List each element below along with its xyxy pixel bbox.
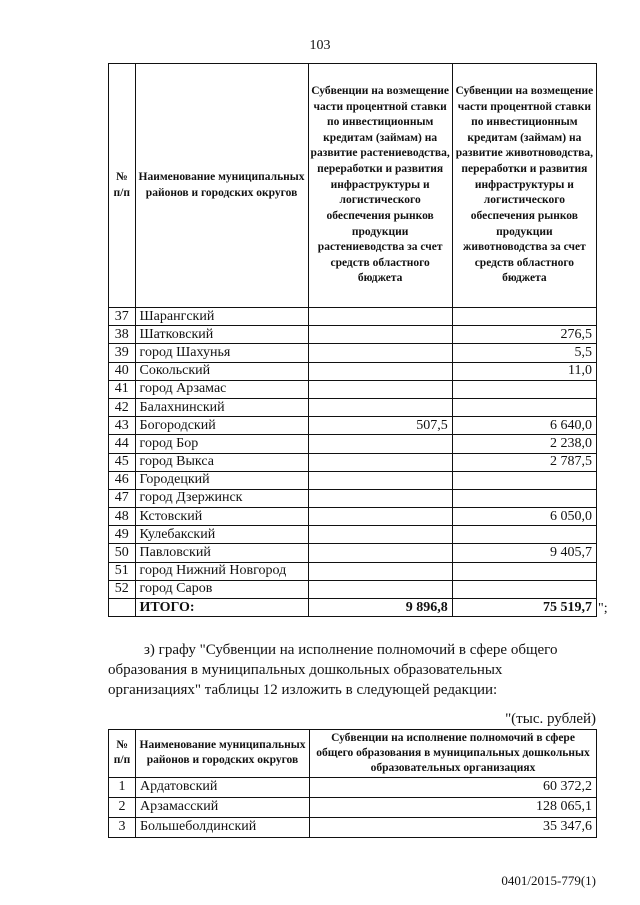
closing-quote: "; [598, 601, 608, 616]
total-livestock-value: 75 519,7 [452, 599, 596, 617]
total-crop-value: 9 896,8 [308, 599, 452, 617]
table-row [109, 562, 597, 580]
row-number: 50 [109, 544, 136, 562]
livestock-subsidy-value [452, 308, 596, 326]
table-row [109, 526, 597, 544]
table-row [109, 471, 597, 489]
municipality-name: Шарангский [135, 308, 308, 326]
municipality-name: Павловский [135, 544, 308, 562]
municipality-name: Сокольский [135, 362, 308, 380]
total-label: ИТОГО: [135, 599, 308, 617]
row-number: 3 [109, 817, 136, 837]
municipality-name: Балахнинский [135, 398, 308, 416]
row-number: 43 [109, 417, 136, 435]
subsidy-table-preschool [108, 729, 597, 838]
crop-subsidy-value [308, 580, 452, 598]
livestock-subsidy-value [452, 562, 596, 580]
table-row [109, 489, 597, 507]
table-row [109, 777, 597, 797]
municipality-name: город Арзамас [135, 380, 308, 398]
page-number: 103 [309, 38, 331, 53]
crop-subsidy-value [308, 344, 452, 362]
header-number: № п/п [109, 64, 136, 308]
row-number: 2 [109, 797, 136, 817]
paragraph-line: организациях" таблицы 12 изложить в следующей редакции: [108, 682, 498, 698]
table-row [109, 435, 597, 453]
crop-subsidy-value [308, 471, 452, 489]
table-row [109, 344, 597, 362]
total-row [109, 599, 597, 617]
livestock-subsidy-value: 2 787,5 [452, 453, 596, 471]
row-number: 49 [109, 526, 136, 544]
row-number: 44 [109, 435, 136, 453]
table-row [109, 362, 597, 380]
municipality-name: Ардатовский [136, 777, 310, 797]
municipality-name: город Бор [135, 435, 308, 453]
table-row [109, 308, 597, 326]
livestock-subsidy-value [452, 489, 596, 507]
livestock-subsidy-value [452, 380, 596, 398]
preschool-subsidy-value: 35 347,6 [310, 817, 597, 837]
crop-subsidy-value [308, 308, 452, 326]
preschool-subsidy-value: 128 065,1 [310, 797, 597, 817]
municipality-name: Кулебакский [135, 526, 308, 544]
municipality-name: Шатковский [135, 326, 308, 344]
document-code: 0401/2015-779(1) [501, 873, 596, 888]
table-row [109, 817, 597, 837]
crop-subsidy-value [308, 362, 452, 380]
table-row [109, 580, 597, 598]
amendment-paragraph [108, 640, 596, 700]
livestock-subsidy-value: 9 405,7 [452, 544, 596, 562]
header-municipality: Наименование муниципальных районов и городских округов [136, 730, 310, 778]
row-number: 52 [109, 580, 136, 598]
row-number: 42 [109, 398, 136, 416]
livestock-subsidy-value: 276,5 [452, 326, 596, 344]
table-row [109, 453, 597, 471]
row-number: 47 [109, 489, 136, 507]
livestock-subsidy-value: 6 050,0 [452, 508, 596, 526]
row-number: 37 [109, 308, 136, 326]
row-number: 45 [109, 453, 136, 471]
unit-note: "(тыс. рублей) [505, 711, 596, 727]
table-header-row [109, 64, 597, 308]
livestock-subsidy-value: 2 238,0 [452, 435, 596, 453]
table-row [109, 398, 597, 416]
livestock-subsidy-value: 11,0 [452, 362, 596, 380]
paragraph-line: з) графу "Субвенции на исполнение полномочий в сфере общего [144, 642, 558, 658]
row-number: 1 [109, 777, 136, 797]
paragraph-line: образования в муниципальных дошкольных образовательных [108, 662, 503, 678]
subsidy-table-agriculture [108, 63, 597, 617]
row-number: 40 [109, 362, 136, 380]
crop-subsidy-value [308, 435, 452, 453]
row-number: 51 [109, 562, 136, 580]
preschool-subsidy-value: 60 372,2 [310, 777, 597, 797]
crop-subsidy-value [308, 508, 452, 526]
livestock-subsidy-value: 5,5 [452, 344, 596, 362]
municipality-name: Богородский [135, 417, 308, 435]
table-row [109, 380, 597, 398]
municipality-name: Большеболдинский [136, 817, 310, 837]
table-header-row [109, 730, 597, 778]
crop-subsidy-value [308, 526, 452, 544]
livestock-subsidy-value [452, 398, 596, 416]
crop-subsidy-value [308, 562, 452, 580]
row-number: 46 [109, 471, 136, 489]
crop-subsidy-value [308, 398, 452, 416]
table-row [109, 797, 597, 817]
header-crop-subsidy: Субвенции на возмещение части процентной ставки по инвестиционным кредитам (займам) на развитие растениеводства, переработки и развития инфраструктуры и логистического обеспечения рынков продукции растениеводства за счет средств областного бюджета [308, 64, 452, 308]
livestock-subsidy-value [452, 580, 596, 598]
total-number-cell [109, 599, 136, 617]
table-row [109, 326, 597, 344]
municipality-name: Городецкий [135, 471, 308, 489]
crop-subsidy-value [308, 544, 452, 562]
municipality-name: город Выкса [135, 453, 308, 471]
livestock-subsidy-value [452, 471, 596, 489]
municipality-name: город Шахунья [135, 344, 308, 362]
livestock-subsidy-value [452, 526, 596, 544]
row-number: 38 [109, 326, 136, 344]
header-livestock-subsidy: Субвенции на возмещение части процентной ставки по инвестиционным кредитам (займам) на развитие животноводства, переработки и развития инфраструктуры и логистического обеспечения рынков продукции животноводства за счет средств областного бюджета [452, 64, 596, 308]
table-row [109, 417, 597, 435]
table-row [109, 544, 597, 562]
livestock-subsidy-value: 6 640,0 [452, 417, 596, 435]
row-number: 39 [109, 344, 136, 362]
municipality-name: город Дзержинск [135, 489, 308, 507]
municipality-name: город Саров [135, 580, 308, 598]
header-municipality: Наименование муниципальных районов и городских округов [135, 64, 308, 308]
crop-subsidy-value [308, 326, 452, 344]
municipality-name: город Нижний Новгород [135, 562, 308, 580]
municipality-name: Кстовский [135, 508, 308, 526]
crop-subsidy-value: 507,5 [308, 417, 452, 435]
table-row [109, 508, 597, 526]
header-number: № п/п [109, 730, 136, 778]
crop-subsidy-value [308, 453, 452, 471]
row-number: 48 [109, 508, 136, 526]
crop-subsidy-value [308, 380, 452, 398]
municipality-name: Арзамасский [136, 797, 310, 817]
crop-subsidy-value [308, 489, 452, 507]
header-preschool-subsidy: Субвенции на исполнение полномочий в сфере общего образования в муниципальных дошкольных образовательных организациях [310, 730, 597, 778]
row-number: 41 [109, 380, 136, 398]
